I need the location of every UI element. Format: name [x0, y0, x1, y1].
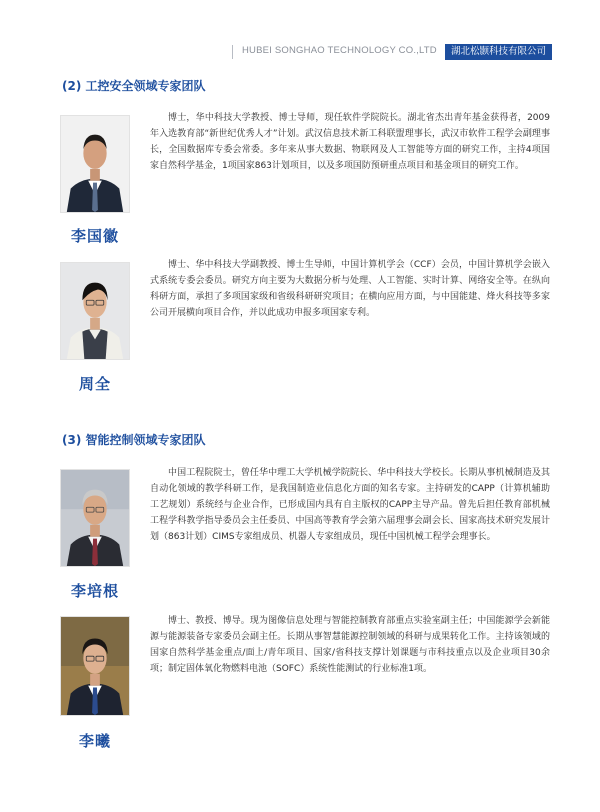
- expert-name: 李曦: [78, 732, 111, 750]
- expert-photo: [60, 469, 130, 567]
- expert-bio: 博士、华中科技大学副教授、博士生导师，中国计算机学会（CCF）会员，中国计算机学会嵌入式系统专委会委员。研究方向主要为大数据分析与处理、人工智能、实时计算、网络安全等。在纵向科研方面，承担了多项国家级和省级科研研究项目；在横向应用方面，与中国能建、烽火科技等多家公司开展横向项目合作，并以此成功申报多项国家专利。: [150, 260, 550, 318]
- expert-name: 周全: [78, 375, 111, 393]
- expert-bio: 中国工程院院士，曾任华中理工大学机械学院院长、华中科技大学校长。长期从事机械制造及其自动化领域的教学科研工作，是我国制造业信息化方面的知名专家。主持研发的CAPP（计算机辅助工艺规划）系统经与企业合作，已形成国内具有自主版权的CAPP主导产品。曾先后担任教育部机械工程学科教学指导委员会主任委员、中国高等教育学会第六届理事会副会长、国家高技术研究发展计划（863计划）CIMS专家组成员、机器人专家组成员，现任中国机械工程学会理事长。: [150, 468, 550, 542]
- page-header: [232, 44, 552, 60]
- expert-name: 李国徽: [70, 227, 119, 245]
- company-name-cn-badge: 湖北松颢科技有限公司: [445, 44, 552, 60]
- expert-name: 李培根: [70, 582, 119, 600]
- expert-photo: [60, 115, 130, 213]
- expert-bio: 博士、教授、博导。现为图像信息处理与智能控制教育部重点实验室副主任；中国能源学会新能源与能源装备专家委员会副主任。长期从事智慧能源控制领域的科研与成果转化工作。主持该领域的国家自然科学基金重点/面上/青年项目、国家/省科技支撑计划课题与市科技重点以及企业项目30余项；制定固体氧化物燃料电池（SOFC）系统性能测试的行业标准1项。: [150, 616, 550, 674]
- company-name-en: HUBEI SONGHAO TECHNOLOGY CO.,LTD: [242, 45, 437, 56]
- expert-photo: [60, 262, 130, 360]
- expert-bio: 博士，华中科技大学教授、博士导师，现任软件学院院长。湖北省杰出青年基金获得者，2009年入选教育部“新世纪优秀人才”计划。武汉信息技术新工科联盟理事长，武汉市软件工程学会副理事长，全国数据库专委会常委。多年来从事大数据、物联网及人工智能等方面的研究工作，主持4项国家自然科学基金，1项国家863计划项目，以及多项国防预研重点项目和基金项目的研究工作。: [150, 113, 550, 171]
- section-title-industrial-security: (2) 工控安全领域专家团队: [62, 79, 206, 93]
- section-title-intelligent-control: (3) 智能控制领域专家团队: [62, 433, 206, 447]
- header-divider: [232, 45, 233, 59]
- expert-photo: [60, 616, 130, 716]
